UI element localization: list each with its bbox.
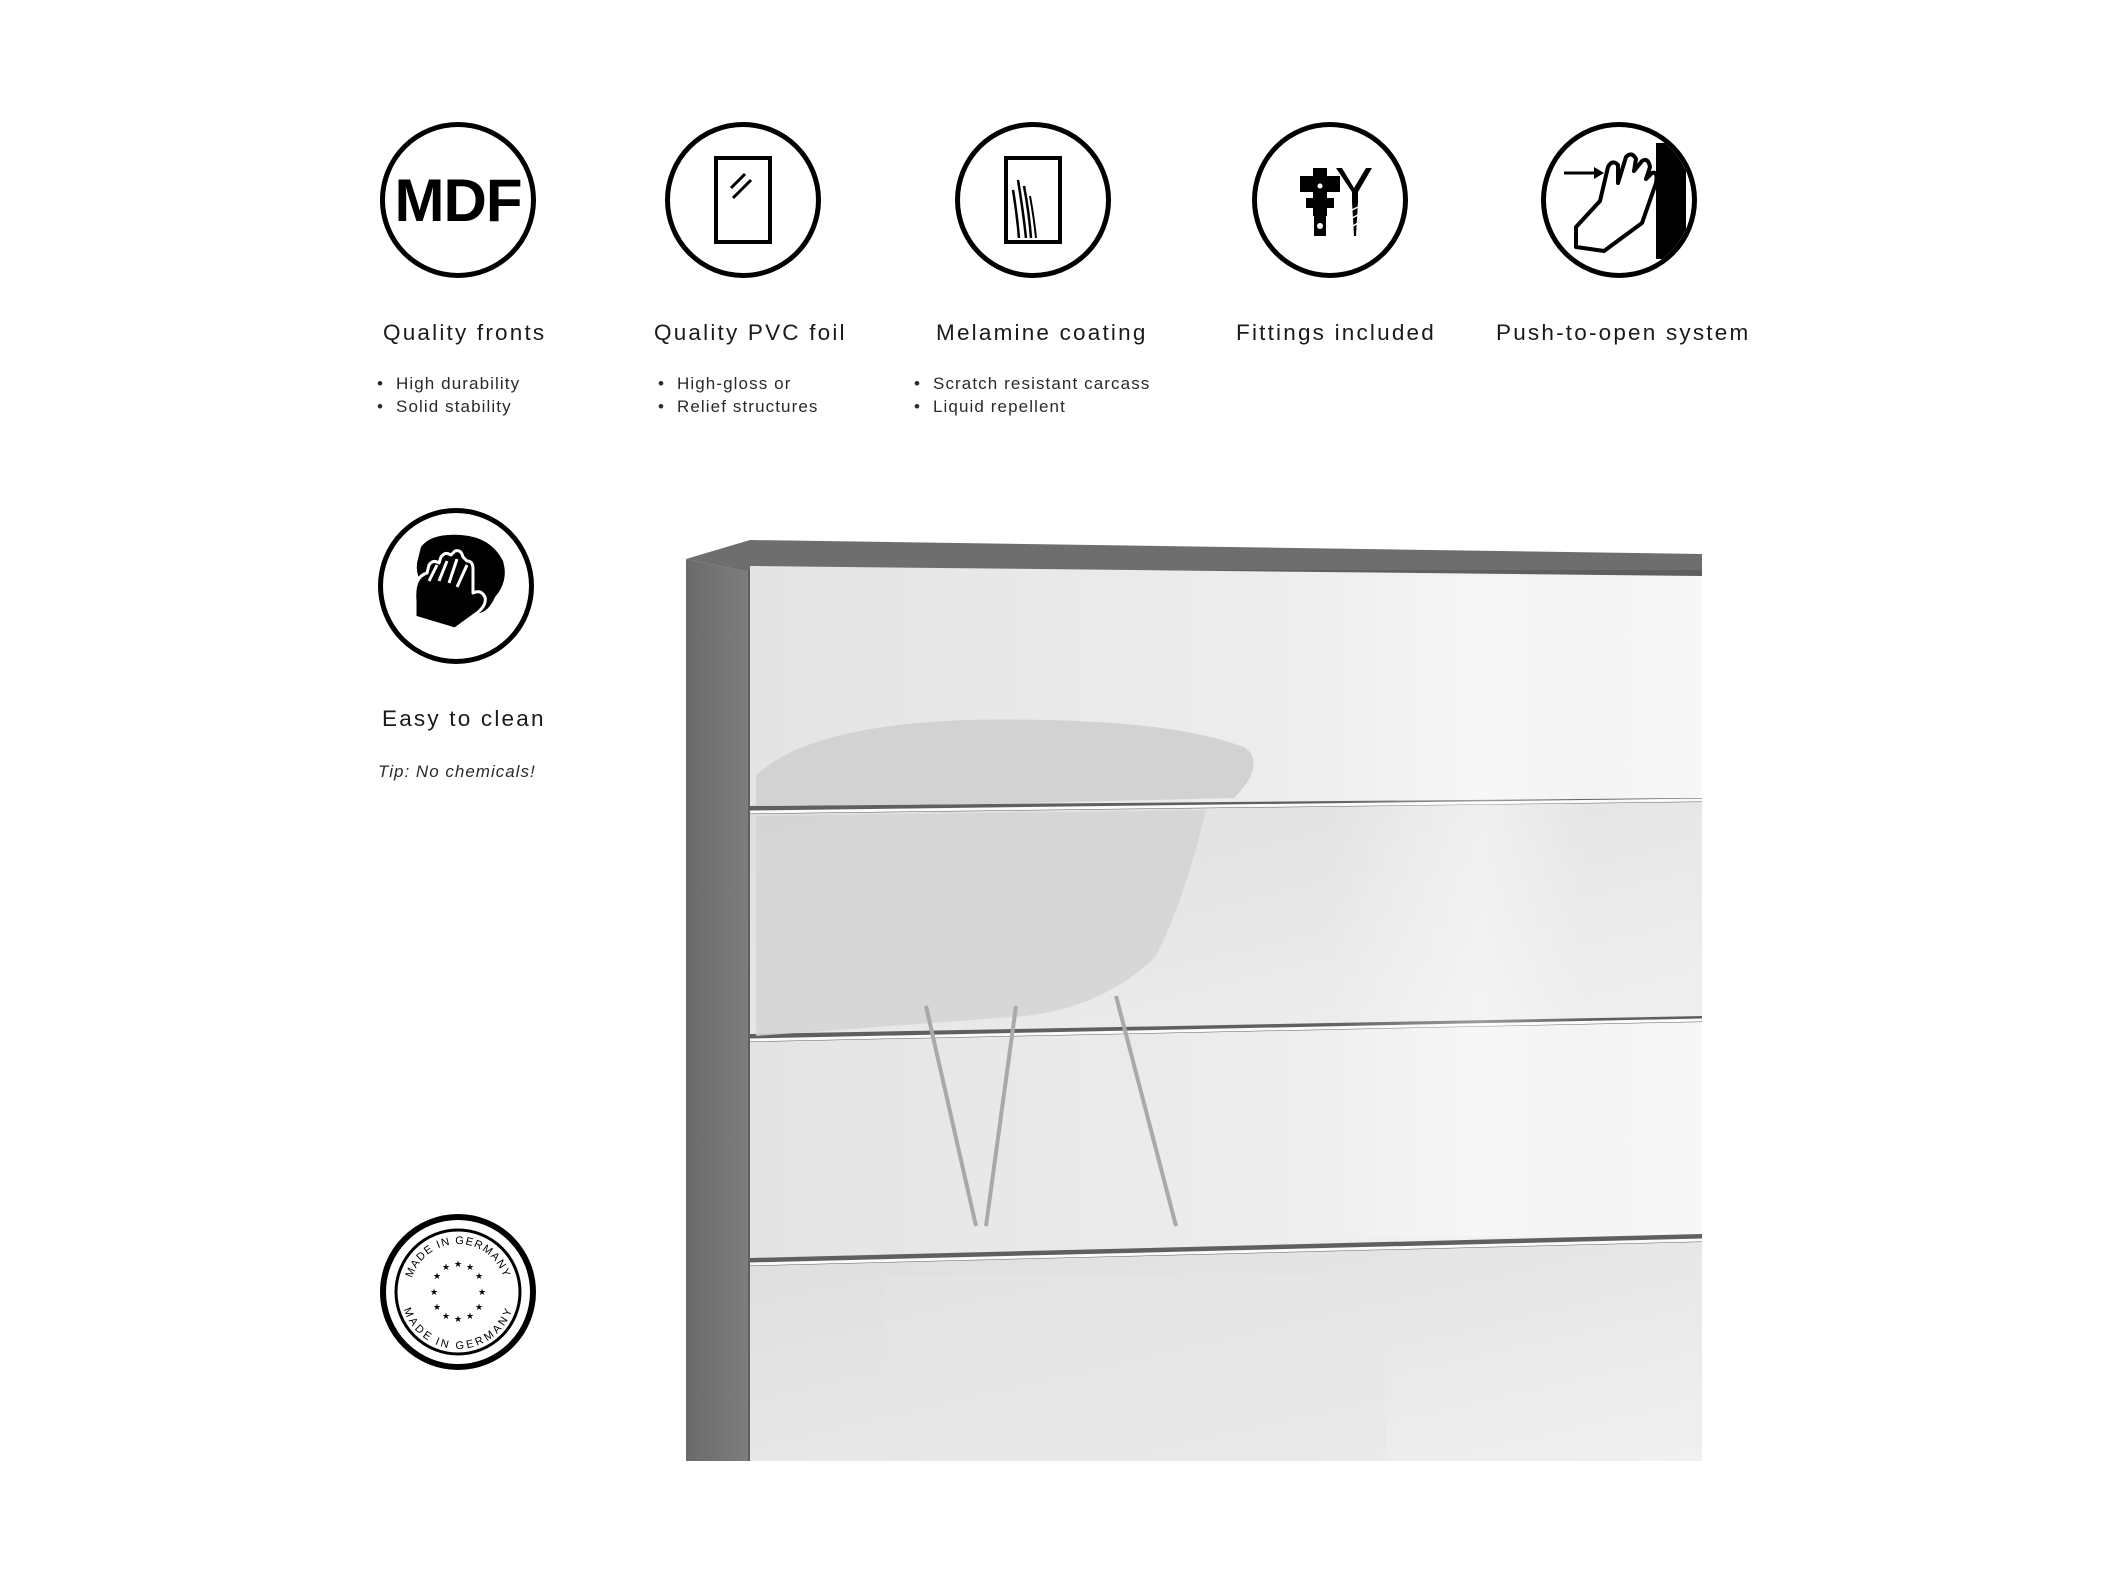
feature-bullet: • High-gloss or <box>658 372 819 395</box>
svg-text:★: ★ <box>432 1272 442 1282</box>
svg-text:★: ★ <box>477 1288 487 1298</box>
feature-bullet: • High durability <box>377 372 520 395</box>
feature-title-quality-pvc-foil: Quality PVC foil <box>654 320 847 345</box>
svg-text:★: ★ <box>465 1312 475 1322</box>
svg-text:★: ★ <box>441 1263 451 1273</box>
feature-title-fittings-included: Fittings included <box>1236 320 1436 345</box>
svg-text:★: ★ <box>453 1260 463 1270</box>
wiping-hand-icon <box>378 508 534 664</box>
svg-text:★: ★ <box>441 1312 451 1322</box>
feature-bullets-quality-fronts <box>377 372 520 418</box>
glossy-panel-icon <box>665 122 821 278</box>
hinge-and-screw-icon <box>1252 122 1408 278</box>
svg-text:★: ★ <box>432 1303 442 1313</box>
feature-tip-easy-to-clean: Tip: No chemicals! <box>378 762 536 781</box>
feature-title-easy-to-clean: Easy to clean <box>382 706 546 731</box>
made-in-germany-seal-icon <box>380 1214 536 1370</box>
scratched-panel-icon <box>955 122 1111 278</box>
feature-bullets-quality-pvc-foil <box>658 372 819 418</box>
svg-text:MADE IN GERMANY: MADE IN GERMANY <box>400 1305 516 1353</box>
mdf-badge-text: MDF <box>394 166 522 234</box>
feature-bullet: • Liquid repellent <box>914 395 1150 418</box>
feature-bullet: • Solid stability <box>377 395 520 418</box>
feature-bullet: • Relief structures <box>658 395 819 418</box>
dresser-photo <box>686 536 1702 1461</box>
svg-text:MADE IN GERMANY: MADE IN GERMANY <box>403 1234 513 1280</box>
feature-title-melamine-coating: Melamine coating <box>936 320 1148 345</box>
mdf-icon <box>380 122 536 278</box>
feature-bullets-melamine-coating <box>914 372 1150 418</box>
svg-text:★: ★ <box>465 1263 475 1273</box>
feature-title-quality-fronts: Quality fronts <box>383 320 547 345</box>
svg-text:★: ★ <box>474 1303 484 1313</box>
svg-text:★: ★ <box>429 1288 439 1298</box>
svg-text:★: ★ <box>474 1272 484 1282</box>
svg-text:★: ★ <box>453 1315 463 1325</box>
push-hand-icon <box>1541 122 1697 278</box>
feature-title-push-to-open: Push-to-open system <box>1496 320 1751 345</box>
feature-bullet: • Scratch resistant carcass <box>914 372 1150 395</box>
